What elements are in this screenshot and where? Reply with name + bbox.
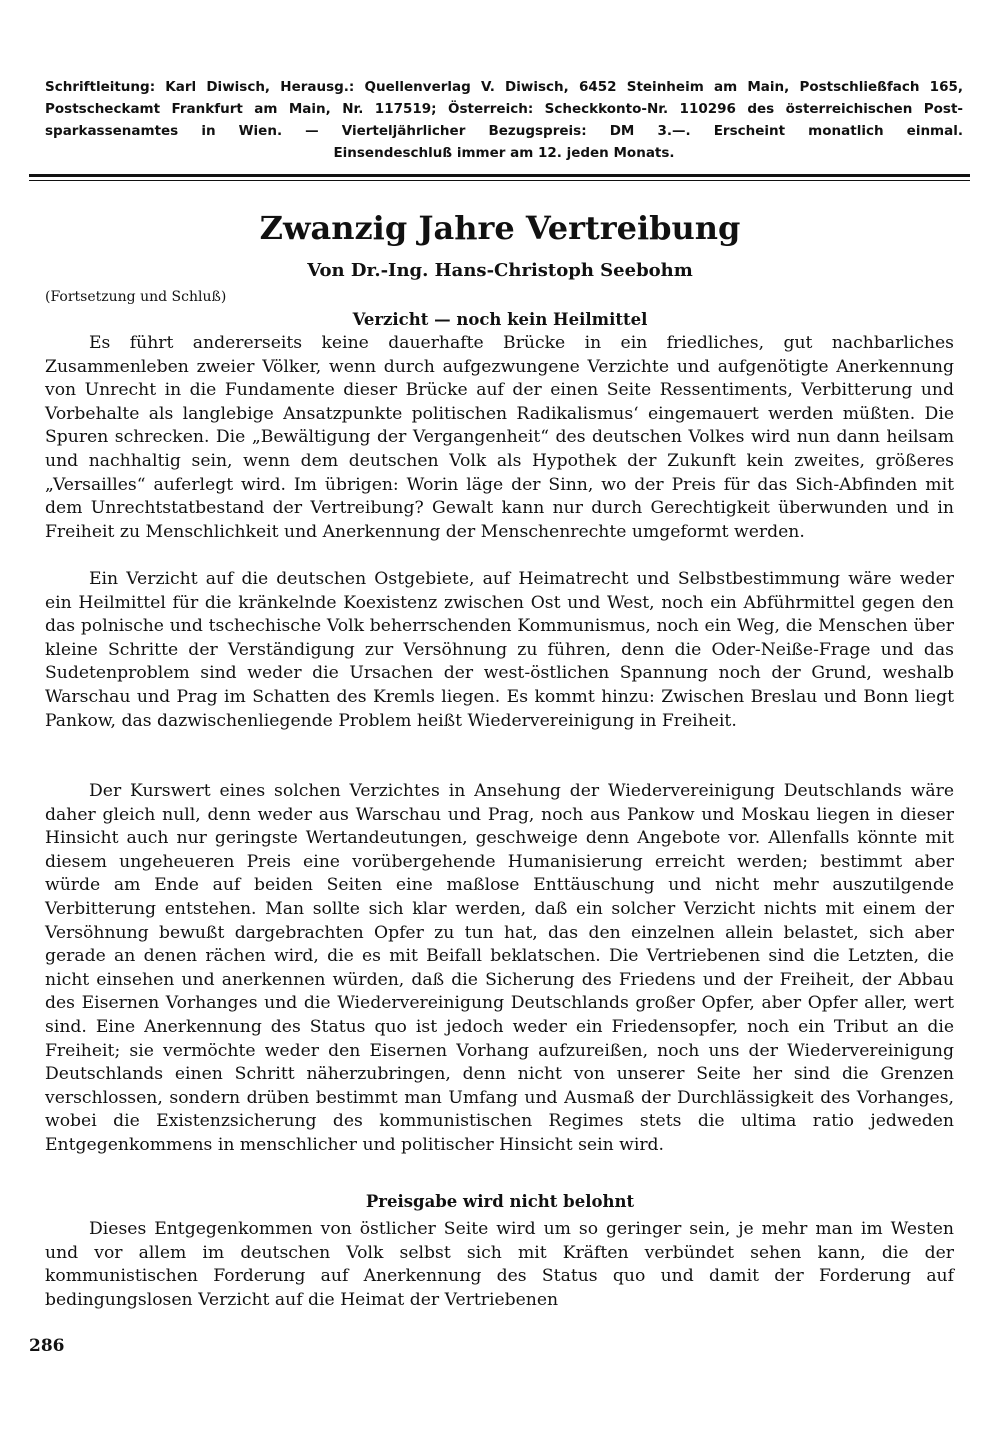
masthead-deadline: Einsendeschluß immer am 12. jeden Monats.: [333, 145, 675, 161]
paragraph: Der Kurswert eines solchen Verzichtes in Ansehung der Wiedervereinigung Deutschlands wäre daher gleich null, denn weder aus Warschau und Prag, noch aus Pankow und Moskau liegen in dieser Hinsicht auch nur geringste Wertandeutungen, geschweige denn Angebote vor. Allenfalls könnte mit diesem ungeheueren Preis eine vorübergehende Humanisierung erreicht werden; bestimmt aber würde am Ende auf beiden Seiten eine maßlose Enttäuschung und nicht mehr auszutilgende Verbitterung entstehen. Man sollte sich klar werden, daß ein solcher Verzicht nichts mit einem der Versöhnung bewußt dargebrachten Opfer zu tun hat, das den einzelnen allein belastet, sich aber gerade an denen rächen wird, die es mit Beifall beklatschen. Die Vertriebenen sind die Letzten, die nicht einsehen und anerkennen würden, daß die Sicherung des Friedens und der Freiheit, der Abbau des Eisernen Vorhanges und die Wiedervereinigung Deutschlands großer Opfer, aber Opfer aller, wert sind. Eine Anerkennung des Status quo ist jedoch weder ein Friedensopfer, noch ein Tribut an die Freiheit; sie vermöchte weder den Eisernen Vorhang aufzureißen, noch uns der Wiedervereinigung Deutschlands einen Schritt näherzubringen, denn nicht von unserer Seite her sind die Grenzen verschlossen, sondern drüben bestimmt man Umfang und Ausmaß der Durchlässigkeit des Vorhanges, wobei die Existenzsicherung des kommunistischen Regimes stets die ultima ratio jedweden Entgegenkommens in menschlicher und politischer Hinsicht sein wird.: [45, 781, 954, 1155]
masthead: [45, 76, 963, 164]
paragraph: Dieses Entgegenkommen von östlicher Seite wird um so geringer sein, je mehr man im Westen und vor allem im deutschen Volk selbst sich mit Kräften verbündet sehen kann, die der kommunistischen Forderung auf Anerkennung des Status quo und damit der Forderung auf bedingungslosen Verzicht auf die Heimat der Vertriebenen: [45, 1219, 954, 1310]
paragraph: Es führt andererseits keine dauerhafte Brücke in ein friedliches, gut nachbarliches Zusammenleben zweier Völker, wenn durch aufgezwungene Verzichte und aufgenötigte Anerkennung von Unrecht in die Fundamente dieser Brücke auf der einen Seite Ressentiments, Verbitterung und Vorbehalte als langlebige Ansatzpunkte politischen Radikalismus‘ eingemauert werden müßten. Die Spuren schrecken. Die „Bewältigung der Vergangenheit“ des deutschen Volkes wird nun dann heilsam und nachhaltig sein, wenn dem deutschen Volk als Hypothek der Zukunft kein zweites, größeres „Versailles“ auferlegt wird. Im übrigen: Worin läge der Sinn, wo der Preis für das Sich-Abfinden mit dem Unrechtstatbestand der Vertreibung? Gewalt kann nur durch Gerechtigkeit überwunden und in Freiheit zu Menschlichkeit und Anerkennung der Menschenrechte umgeformt werden.: [45, 333, 954, 542]
section-heading: Preisgabe wird nicht belohnt: [365, 1192, 635, 1211]
masthead-line: Postscheckamt Frankfurt am Main, Nr. 117519; Österreich: Scheckkonto-Nr. 110296 des österreichischen Post-: [45, 101, 963, 117]
masthead-line: Schriftleitung: Karl Diwisch, Herausg.: Quellenverlag V. Diwisch, 6452 Steinheim am Main, Postschließfach 165,: [45, 79, 963, 95]
masthead-line: sparkassenamtes in Wien. — Vierteljährlicher Bezugspreis: DM 3.—. Erscheint monatlich einmal.: [45, 123, 963, 139]
paragraph: Ein Verzicht auf die deutschen Ostgebiete, auf Heimatrecht und Selbstbestimmung wäre weder ein Heilmittel für die kränkelnde Koexistenz zwischen Ost und West, noch ein Abführmittel gegen den das polnische und tschechische Volk beherrschenden Kommunismus, noch ein Weg, die Menschen über kleine Schritte der Verständigung zur Versöhnung zu führen, denn die Oder-Neiße-Frage und das Sudetenproblem sind weder die Ursachen der west-östlichen Spannung noch der Grund, weshalb Warschau und Prag im Schatten des Kremls liegen. Es kommt hinzu: Zwischen Breslau und Bonn liegt Pankow, das dazwischenliegende Problem heißt Wiedervereinigung in Freiheit.: [45, 569, 954, 731]
header-rule-thin: [29, 180, 970, 181]
section-heading: Verzicht — noch kein Heilmittel: [352, 310, 648, 329]
continuation-note: (Fortsetzung und Schluß): [45, 289, 227, 305]
article-byline: Von Dr.-Ing. Hans-Christoph Seebohm: [307, 260, 693, 281]
article-title: Zwanzig Jahre Vertreibung: [259, 209, 741, 247]
page-number: 286: [29, 1336, 65, 1356]
header-rule: [29, 174, 970, 177]
